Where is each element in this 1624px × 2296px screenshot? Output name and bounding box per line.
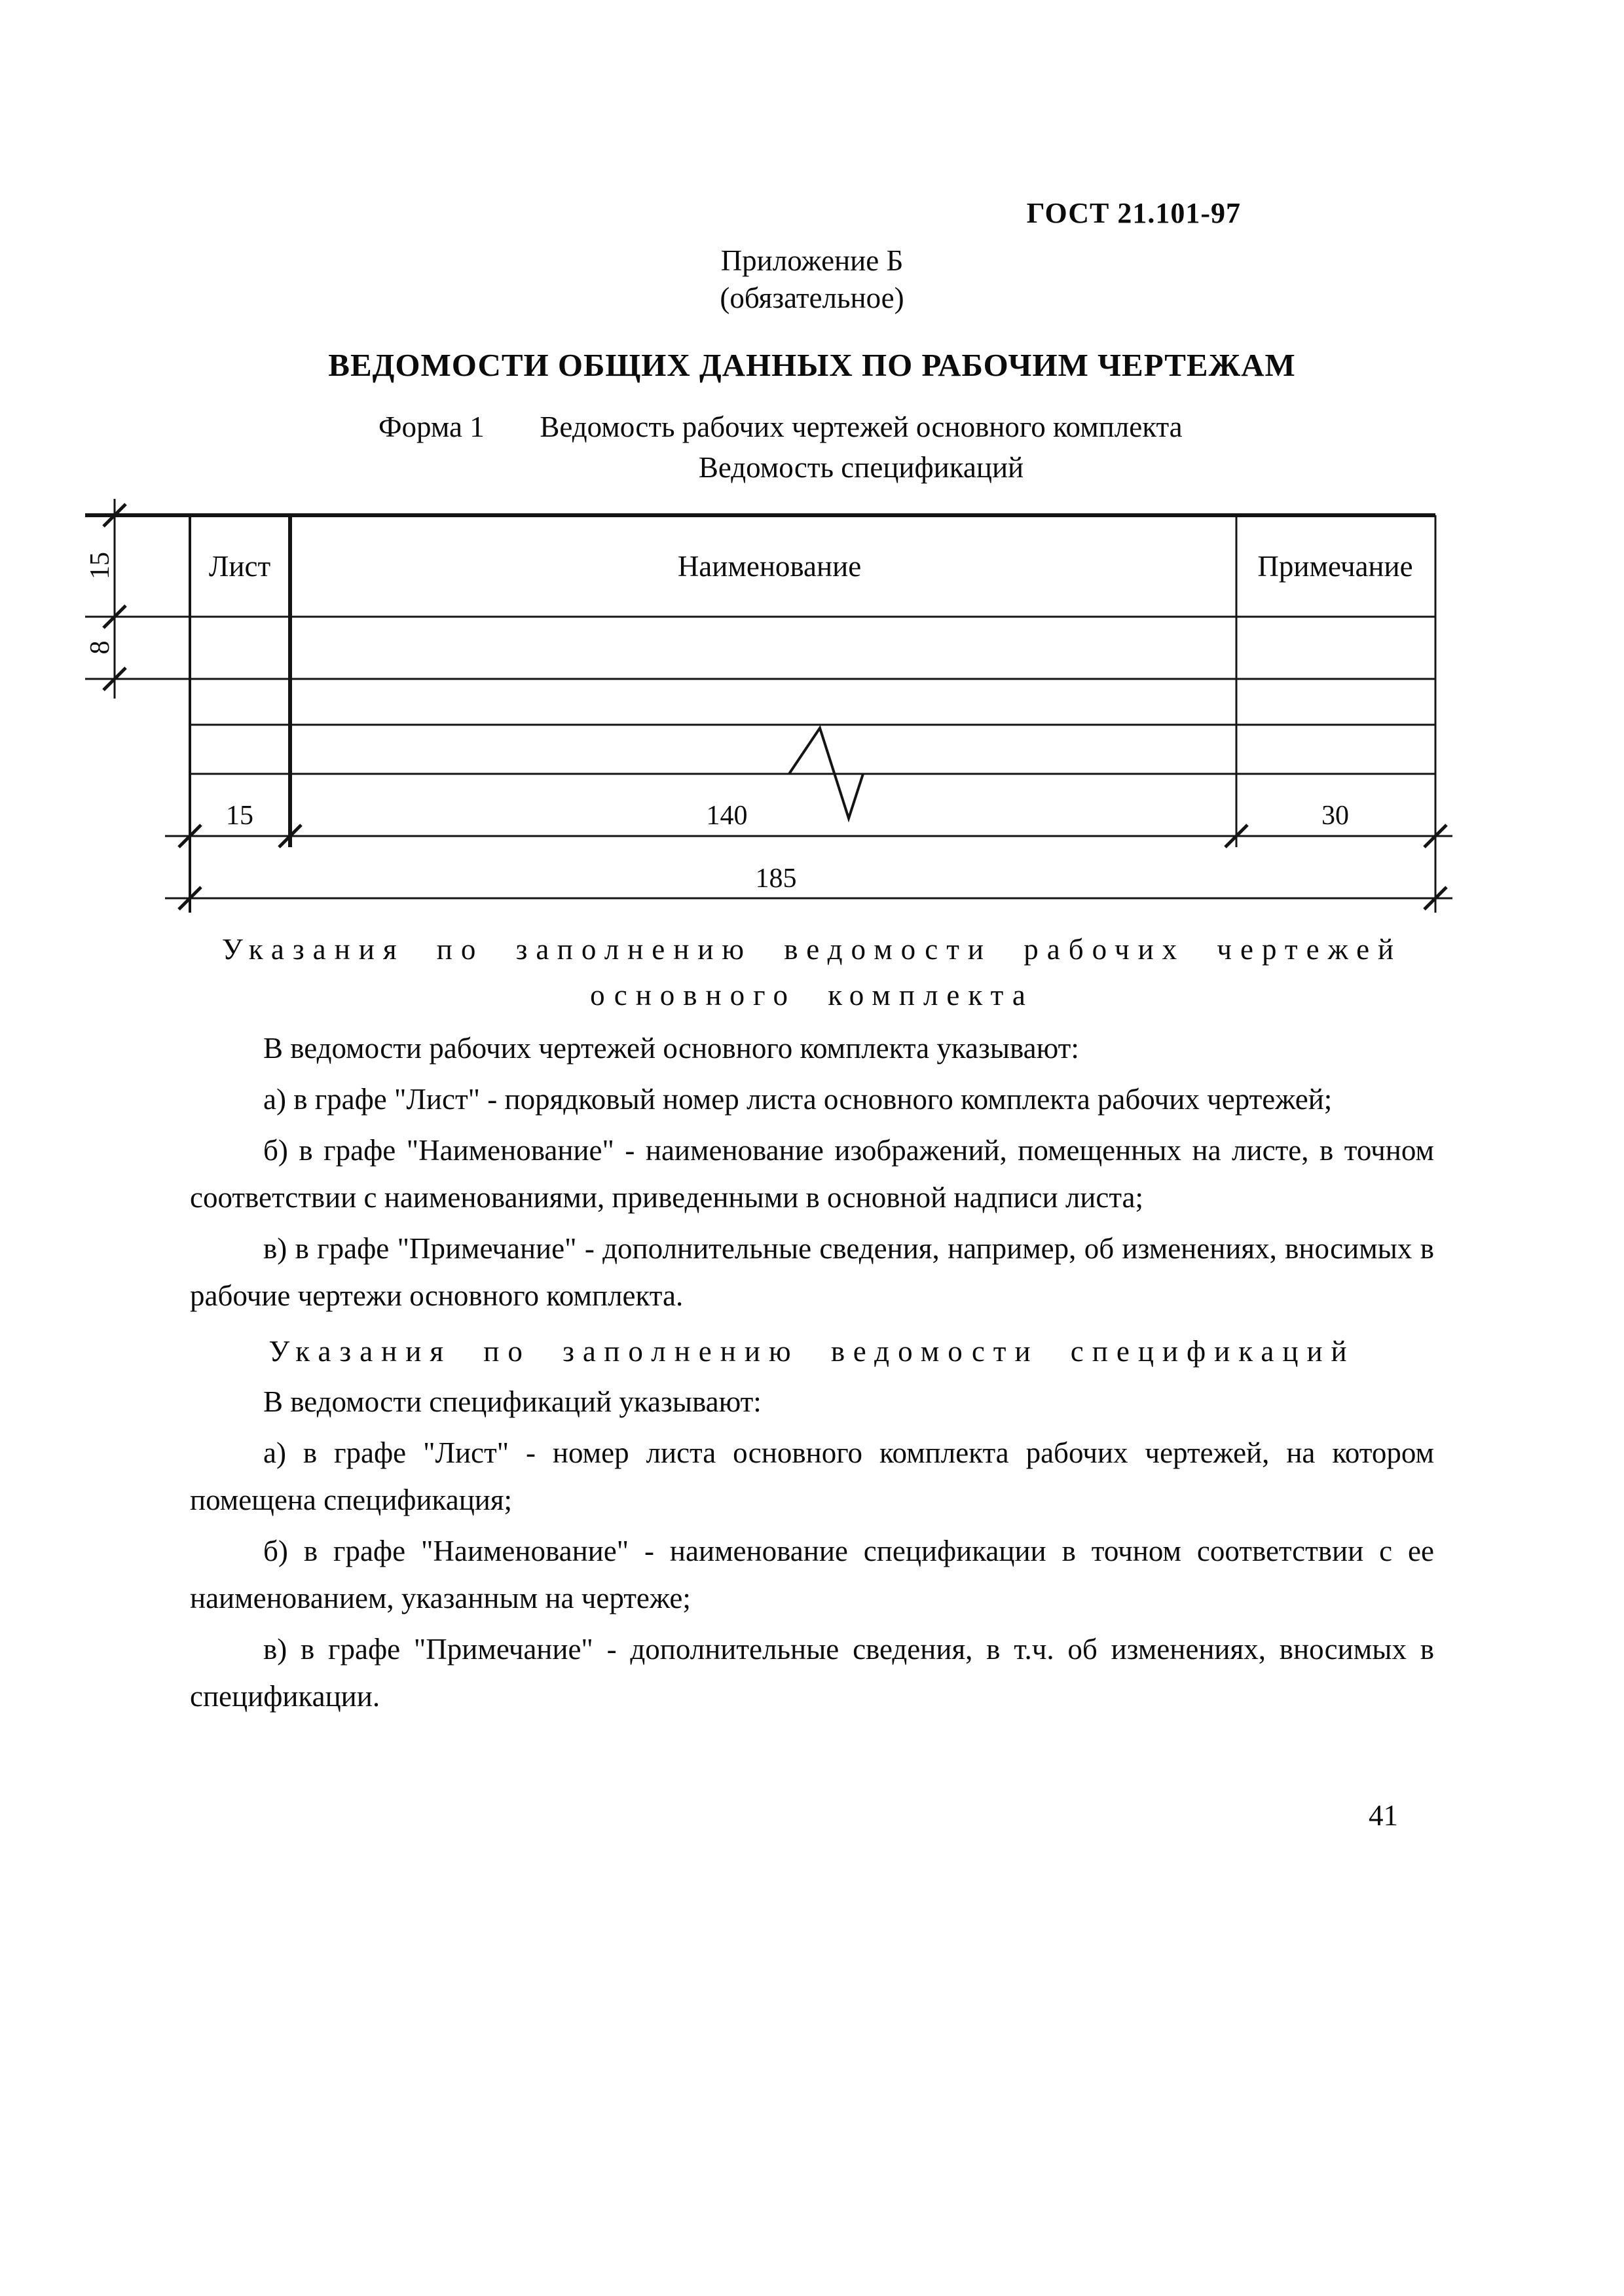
dim-col-note-width: 30 (1321, 801, 1349, 831)
dim-header-row-height: 15 (85, 552, 115, 579)
form-table-figure (0, 499, 1624, 921)
page-number: 41 (1369, 1799, 1398, 1832)
instructions-2-item-v: в) в графе "Примечание" - дополнительные сведения, в т.ч. об изменениях, вносимых в спецификации. (190, 1633, 1434, 1713)
instructions-2-item-a: а) в графе "Лист" - номер листа основного комплекта рабочих чертежей, на котором помещена спецификация; (190, 1436, 1434, 1516)
instructions-1-heading-line2: основного комплекта (590, 979, 1034, 1011)
dim-col-list-width: 15 (226, 801, 253, 831)
instructions-content (0, 926, 1624, 1720)
form-caption-block (0, 409, 1624, 486)
dim-total-width: 185 (755, 864, 797, 894)
standard-number: ГОСТ 21.101-97 (1026, 197, 1241, 229)
instructions-1-item-b: б) в графе "Наименование" - наименование изображений, помещенных на листе, в точном соответствии с наименованиями, приведенными в основной надписи листа; (190, 1134, 1434, 1214)
instructions-2-heading: Указания по заполнению ведомости спецификаций (268, 1335, 1356, 1368)
form-caption-line1: Ведомость рабочих чертежей основного комплекта (540, 410, 1183, 443)
instructions-2-intro: В ведомости спецификаций указывают: (263, 1385, 762, 1418)
dim-col-name-width: 140 (706, 801, 748, 831)
appendix-label: Приложение Б (720, 244, 904, 277)
dimension-labels (85, 552, 1349, 894)
instructions-1-heading (190, 926, 1434, 1018)
table-column-headers (209, 550, 1413, 583)
page-title: ВЕДОМОСТИ ОБЩИХ ДАННЫХ ПО РАБОЧИМ ЧЕРТЕЖАМ (328, 347, 1296, 383)
appendix-note: (обязательное) (720, 282, 904, 314)
instructions-1-heading-line1: Указания по заполнению ведомости рабочих чертежей (221, 933, 1403, 966)
instructions-2-item-b: б) в графе "Наименование" - наименование спецификации в точном соответствии с ее наименованием, указанным на чертеже; (190, 1535, 1434, 1614)
form-number-label: Форма 1 (378, 410, 485, 443)
instructions-1-item-v: в) в графе "Примечание" - дополнительные сведения, например, об изменениях, вносимых в рабочие чертежи основного комплекта. (190, 1232, 1434, 1312)
instructions-1-intro: В ведомости рабочих чертежей основного комплекта указывают: (263, 1032, 1079, 1065)
column-header-name: Наименование (677, 550, 862, 583)
column-header-list: Лист (208, 550, 271, 583)
form-caption-line2: Ведомость спецификаций (698, 451, 1024, 484)
column-header-note: Примечание (1257, 550, 1413, 583)
instructions-1-item-a: а) в графе "Лист" - порядковый номер листа основного комплекта рабочих чертежей; (263, 1083, 1333, 1116)
dim-data-row-height: 8 (85, 640, 115, 655)
